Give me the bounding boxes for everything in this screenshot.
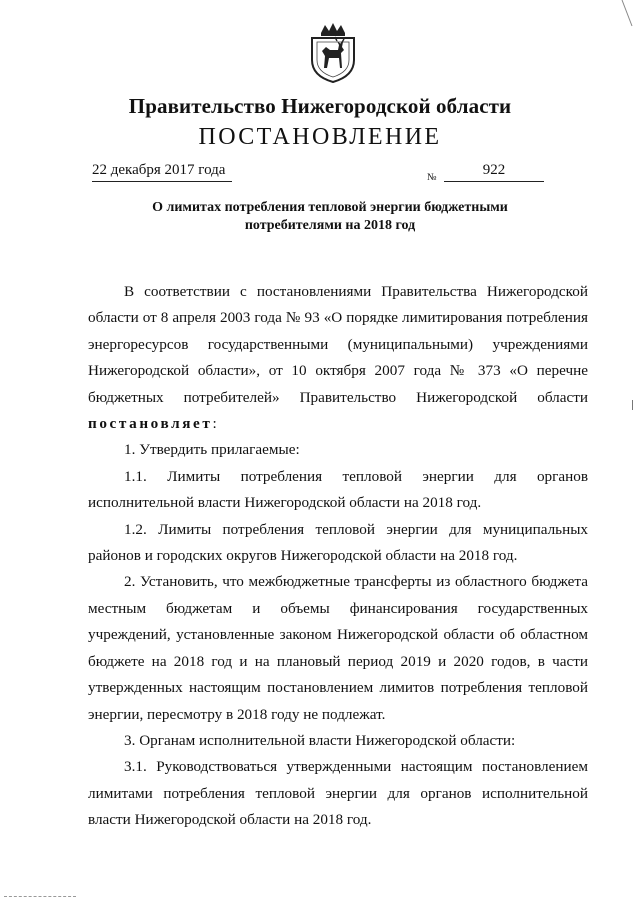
subject-line-2: потребителями на 2018 год	[244, 218, 416, 233]
scan-bottom-mark	[4, 896, 76, 899]
coat-of-arms-icon	[308, 20, 358, 84]
document-number: 922	[444, 161, 544, 182]
paragraph-preamble	[88, 279, 588, 437]
paragraph-2: 2. Установить, что межбюджетные трансферты из областного бюджета местным бюджетам и объемы финансирования государственных учреждений, установленные законом Нижегородской области об областном бюджете на 2018 год и на плановый период 2019 и 2020 годов, в части утвержденных настоящим постановлением лимитов потребления тепловой энергии, пересмотру в 2018 году не подлежат.	[88, 573, 588, 723]
preamble-end: :	[212, 415, 217, 433]
decree-keyword: постановляет	[88, 415, 213, 433]
preamble-text: В соответствии с постановлениями Правительства Нижегородской области от 8 апреля 2003 года № 93 «О порядке лимитирования потребления энергоресурсов государственными (муниципальными) учреждениями Нижегородской области», от 10 октября 2007 года № 373 «О перечне бюджетных потребителей» Правительство Нижегородской области	[88, 283, 588, 406]
document-body	[88, 279, 588, 834]
paragraph-1-2: 1.2. Лимиты потребления тепловой энергии для муниципальных районов и городских округов Нижегородской области на 2018 год.	[88, 520, 588, 565]
paragraph-3-1: 3.1. Руководствоваться утвержденными настоящим постановлением лимитами потребления тепловой энергии для органов исполнительной власти Нижегородской области на 2018 год.	[88, 758, 588, 829]
document-type: ПОСТАНОВЛЕНИЕ	[198, 124, 442, 150]
scan-edge-mark	[632, 400, 636, 410]
organization-title: Правительство Нижегородской области	[128, 94, 512, 118]
paragraph-1: 1. Утвердить прилагаемые:	[124, 441, 300, 459]
scan-corner-mark	[620, 0, 634, 28]
paragraph-3: 3. Органам исполнительной власти Нижегородской области:	[124, 731, 516, 749]
number-sign: №	[427, 172, 437, 183]
paragraph-1-1: 1.1. Лимиты потребления тепловой энергии для органов исполнительной власти Нижегородской области на 2018 год.	[88, 467, 588, 512]
subject-line-1: О лимитах потребления тепловой энергии бюджетными	[152, 200, 508, 215]
document-subject	[110, 199, 550, 235]
document-date: 22 декабря 2017 года	[92, 161, 232, 182]
